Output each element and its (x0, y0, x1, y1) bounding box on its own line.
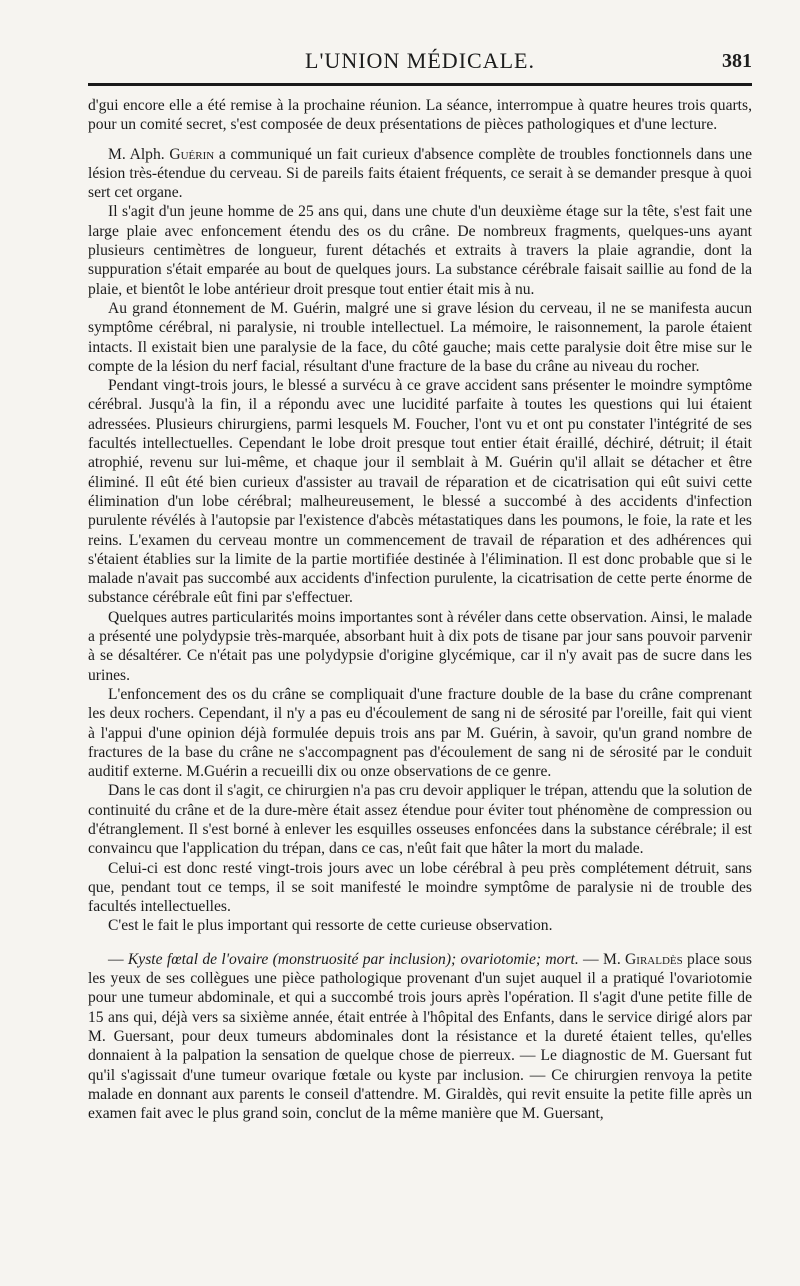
running-title: L'UNION MÉDICALE. (305, 48, 535, 73)
paragraph-4: Au grand étonnement de M. Guérin, malgré une si grave lésion du cerveau, il ne se manifesta aucun symptôme cérébral, ni paralysie, ni trouble intellectuel. La mémoire, le raisonnement, la parole étaient intacts. Il existait bien une paralysie de la face, du côté gauche; mais cette paralysie doit être mise sur le compte de la lésion du nerf facial, résultant d'une fracture de la base du crâne au niveau du rocher. (88, 299, 752, 375)
case-title: Kyste fœtal de l'ovaire (monstruosité par inclusion); ovariotomie; mort. (127, 950, 579, 968)
page-header (88, 48, 752, 78)
paragraph-10: C'est le fait le plus important qui ressorte de cette curieuse observation. (108, 917, 553, 935)
paragraph-11: — Kyste fœtal de l'ovaire (monstruosité par inclusion); ovariotomie; mort. — M. Giraldès place sous les yeux de ses collègues une pièce pathologique provenant d'un sujet auquel il a pratiqué l'ovariotomie pour une tumeur abdominale, et qui a succombé trois jours après l'opération. Il s'agit d'une petite fille de 15 ans qui, déjà vers sa sixième année, était entrée à l'hôpital des Enfants, dans le service dirigé alors par M. Guersant, pour deux tumeurs abdominales dont la résistance et la dureté étaient telles, qu'elles donnaient à la palpation la sensation de quelque chose de pierreux. — Le diagnostic de M. Guersant fut qu'il s'agissait d'une tumeur ovarique fœtale ou kyste par inclusion. — Ce chirurgien renvoya la petite malade en donnant aux parents le conseil d'attendre. M. Giraldès, qui revit ensuite la petite fille après un examen fait avec le plus grand soin, conclut de la même manière que M. Guersant, (88, 950, 752, 1123)
header-rule (88, 83, 752, 86)
body-text (88, 96, 752, 1123)
paragraph-8: Dans le cas dont il s'agit, ce chirurgien n'a pas cru devoir appliquer le trépan, attendu que la solution de continuité du crâne et de la dure-mère était assez étendue pour éviter tout phénomène de compression ou d'étranglement. Il s'est borné à enlever les esquilles osseuses enfoncées dans la substance cérébrale; il est convaincu que l'application du trépan, dans ce cas, n'eût fait que hâter la mort du malade. (88, 782, 752, 858)
page-number: 381 (722, 50, 752, 72)
paragraph-3: Il s'agit d'un jeune homme de 25 ans qui, dans une chute d'un deuxième étage sur la tête, s'est fait une large plaie avec enfoncement étendu des os du crâne. De nombreux fragments, quelques-uns ayant plusieurs centimètres de longueur, furent détachés et extraits à travers la plaie agrandie, dont la suppuration s'était emparée au bout de quelques jours. La substance cérébrale faisait saillie au fond de la plaie, et bientôt le lobe antérieur droit presque tout entier était mis à nu. (88, 203, 752, 298)
paragraph-9: Celui-ci est donc resté vingt-trois jours avec un lobe cérébral à peu près complétement détruit, sans que, pendant tout ce temps, il se soit manifesté le moindre symptôme de paralysie ni de trouble des facultés intellectuelles. (88, 859, 752, 916)
paragraph-5: Pendant vingt-trois jours, le blessé a survécu à ce grave accident sans présenter le moindre symptôme cérébral. Jusqu'à la fin, il a répondu avec une lucidité parfaite à toutes les questions qui lui étaient adressées. Plusieurs chirurgiens, parmi lesquels M. Foucher, l'ont vu et ont pu constater l'intégrité de ses facultés intellectuelles. Cependant le lobe droit presque tout entier était éraillé, déchiré, détruit; il était atrophié, revenu sur lui-même, et chaque jour il semblait à M. Guérin qu'il allait se détacher et être éliminé. Il eût été bien curieux d'assister au travail de réparation et de cicatrisation qui eût suivi cette élimination d'un lobe cérébral; malheureusement, le blessé a succombé à des accidents d'infection purulente révélés à l'autopsie par l'existence d'abcès métastatiques dans les poumons, le foie, la rate et les reins. L'examen du cerveau montre un commencement de travail de réparation et des adhérences qui s'étaient établies sur la limite de la partie mortifiée destinée à l'élimination. Il est donc probable que si le malade n'avait pas succombé aux accidents d'infection purulente, la cicatrisation de cette perte énorme de substance cérébrale eût fini par s'effectuer. (88, 377, 752, 607)
paragraph-7: L'enfoncement des os du crâne se compliquait d'une fracture double de la base du crâne comprenant les deux rochers. Cependant, il n'y a pas eu d'écoulement de sang ni de sérosité par l'oreille, fait qui vient à l'appui d'une opinion déjà formulée depuis trois ans par M. Guérin, à savoir, qu'un grand nombre de fractures de la base du crâne ne s'accompagnent pas d'écoulement de sang ni de sérosité par le conduit auditif externe. M.Guérin a recueilli dix ou onze observations de ce genre. (88, 685, 752, 781)
author-name: Giraldès (625, 950, 683, 968)
paragraph-2: M. Alph. Guérin a communiqué un fait curieux d'absence complète de troubles fonctionnels dans une lésion très-étendue du cerveau. Si de pareils faits étaient fréquents, ce serait à se demander presque à quoi sert cet organe. (88, 145, 752, 202)
author-name: Guérin (169, 145, 215, 163)
paragraph-1: d'gui encore elle a été remise à la prochaine réunion. La séance, interrompue à quatre heures trois quarts, pour un comité secret, s'est composée de deux présentations de pièces pathologiques et d'une lecture. (88, 97, 752, 134)
paragraph-6: Quelques autres particularités moins importantes sont à révéler dans cette observation. Ainsi, le malade a présenté une polydypsie très-marquée, absorbant huit à dix pots de tisane par jour sans pouvoir parvenir à se désaltérer. Ce n'était pas une polydypsie d'origine glycémique, car il n'y avait pas de sucre dans les urines. (88, 608, 752, 684)
